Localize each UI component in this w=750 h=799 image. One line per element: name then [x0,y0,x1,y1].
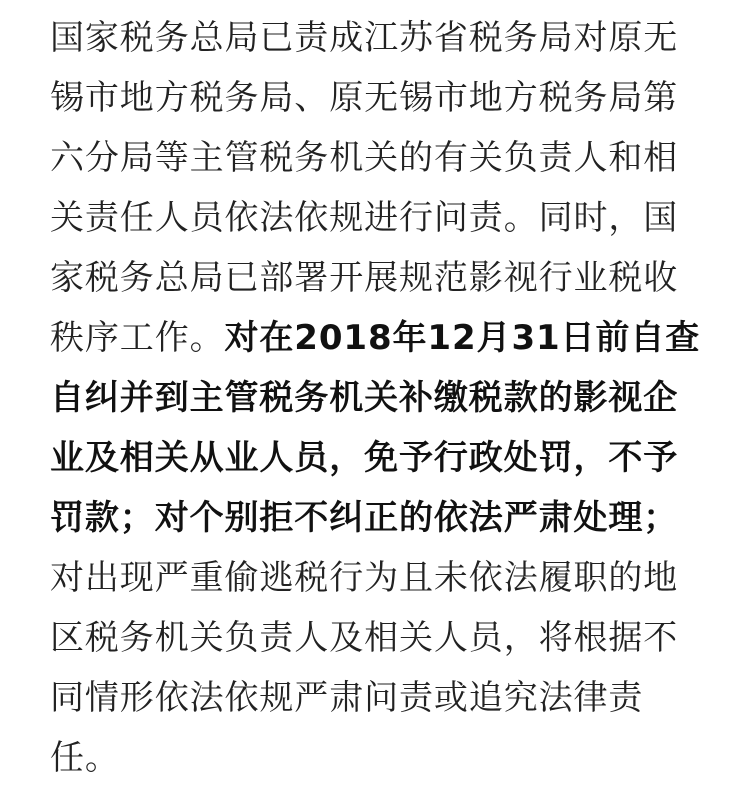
line-text: 区税务机关负责人及相关人员，将根据不 [50,618,679,658]
line-bold-text: 自纠并到主管税务机关补缴税款的影视企 [50,378,679,418]
text-line [50,728,710,788]
text-line [50,608,710,668]
line-text: 任。 [50,738,120,778]
text-line [50,248,710,308]
line-text: 家税务总局已部署开展规范影视行业税收 [50,258,679,298]
line-text: 秩序工作。 [50,318,225,358]
line-text: 同情形依法依规严肃问责或追究法律责 [50,678,644,718]
line-text: 国家税务总局已责成江苏省税务局对原无 [50,18,679,58]
text-line [50,668,710,728]
text-line [50,368,710,428]
text-line [50,188,710,248]
text-line [50,8,710,68]
line-bold-text: 罚款；对个别拒不纠正的依法严肃处理； [50,498,679,538]
text-line [50,68,710,128]
text-line [50,308,710,368]
line-text: 六分局等主管税务机关的有关负责人和相 [50,138,679,178]
line-text: 对出现严重偷逃税行为且未依法履职的地 [50,558,679,598]
text-line [50,128,710,188]
line-text: 关责任人员依法依规进行问责。同时，国 [50,198,679,238]
line-bold-text: 业及相关从业人员，免予行政处罚，不予 [50,438,679,478]
text-line [50,488,710,548]
line-bold-text: 对在2018年12月31日前自查 [224,318,701,358]
article-body [50,8,710,788]
text-line [50,548,710,608]
line-text: 锡市地方税务局、原无锡市地方税务局第 [50,78,679,118]
text-line [50,428,710,488]
